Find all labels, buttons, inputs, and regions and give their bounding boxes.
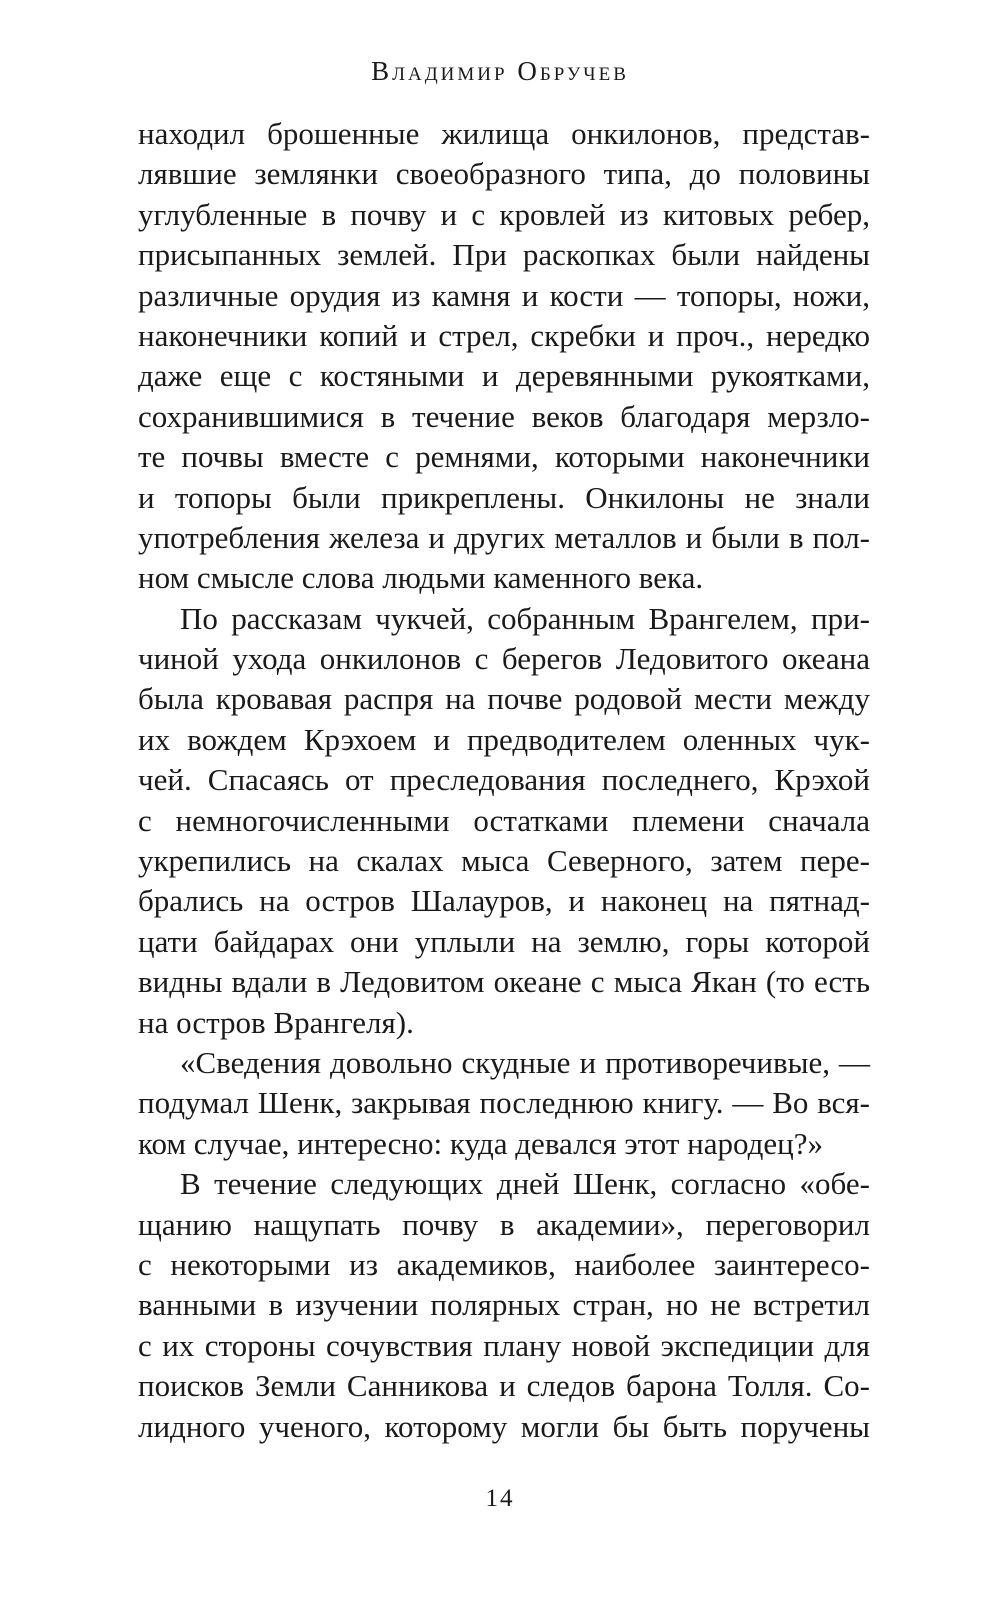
text-line: цати байдарах они уплыли на землю, горы которой xyxy=(138,923,870,959)
text-line: подумал Шенк, закрывая последнюю книгу. — Во вся- xyxy=(138,1085,870,1121)
text-line: находил брошенные жилища онкилонов, представ- xyxy=(138,116,870,151)
text-line: присыпанных землей. При раскопках были найдены xyxy=(138,237,870,273)
text-line: ком случае, интересно: куда девался этот народец?» xyxy=(138,1125,823,1161)
text-line: чиной ухода онкилонов с берегов Ледовитого океана xyxy=(138,641,870,677)
text-line: на остров Врангеля). xyxy=(138,1004,414,1040)
text-line: с их стороны сочувствия плану новой экспедиции для xyxy=(138,1327,870,1363)
text-line: По рассказам чукчей, собранным Врангелем, при- xyxy=(180,600,870,636)
text-line: сохранившимися в течение веков благодаря мерзло- xyxy=(138,398,870,434)
text-line: те почвы вместе с ремнями, которыми наконечники xyxy=(138,439,870,475)
text-line: различные орудия из камня и кости — топоры, ножи, xyxy=(138,277,870,313)
text-line: поисков Земли Санникова и следов барона Толля. Со- xyxy=(138,1368,870,1404)
text-line: употребления железа и других металлов и были в пол- xyxy=(138,519,870,555)
paragraph xyxy=(138,1164,870,1447)
text-line: «Сведения довольно скудные и противоречивые, — xyxy=(180,1044,870,1080)
text-line: ванными в изучении полярных стран, но не встретил xyxy=(138,1287,870,1323)
text-line: наконечники копий и стрел, скребки и проч., нередко xyxy=(138,317,870,353)
text-line: чей. Спасаясь от преследования последнего, Крэхой xyxy=(138,762,870,798)
text-line: видны вдали в Ледовитом океане с мыса Якан (то есть xyxy=(138,964,870,1000)
paragraph xyxy=(138,1043,870,1164)
text-line: ном смысле слова людьми каменного века. xyxy=(138,560,704,596)
paragraph xyxy=(138,114,870,599)
text-line: даже еще с костяными и деревянными рукоятками, xyxy=(138,358,870,394)
text-line: укрепились на скалах мыса Северного, затем пере- xyxy=(138,843,870,879)
text-block xyxy=(138,114,870,1447)
text-line: углубленные в почву и с кровлей из китовых ребер, xyxy=(138,196,870,232)
text-line: была кровавая распря на почве родовой мести между xyxy=(138,681,870,717)
text-line: брались на остров Шалауров, и наконец на пятнад- xyxy=(138,883,870,919)
text-line: с немногочисленными остатками племени сначала xyxy=(138,802,870,838)
text-line: лявшие землянки своеобразного типа, до половины xyxy=(138,156,870,192)
text-line: лидного ученого, которому могли бы быть поручены xyxy=(138,1408,870,1444)
page-number: 14 xyxy=(485,1485,515,1512)
paragraph xyxy=(138,599,870,1043)
text-line: и топоры были прикреплены. Онкилоны не знали xyxy=(138,479,870,515)
text-line: их вождем Крэхоем и предводителем оленных чук- xyxy=(138,721,870,757)
text-line: с некоторыми из академиков, наиболее заинтересо- xyxy=(138,1246,870,1282)
running-head: Владимир Обручев xyxy=(371,56,629,86)
text-line: щанию нащупать почву в академии», переговорил xyxy=(138,1206,870,1242)
text-line: В течение следующих дней Шенк, согласно «обе- xyxy=(180,1166,870,1202)
